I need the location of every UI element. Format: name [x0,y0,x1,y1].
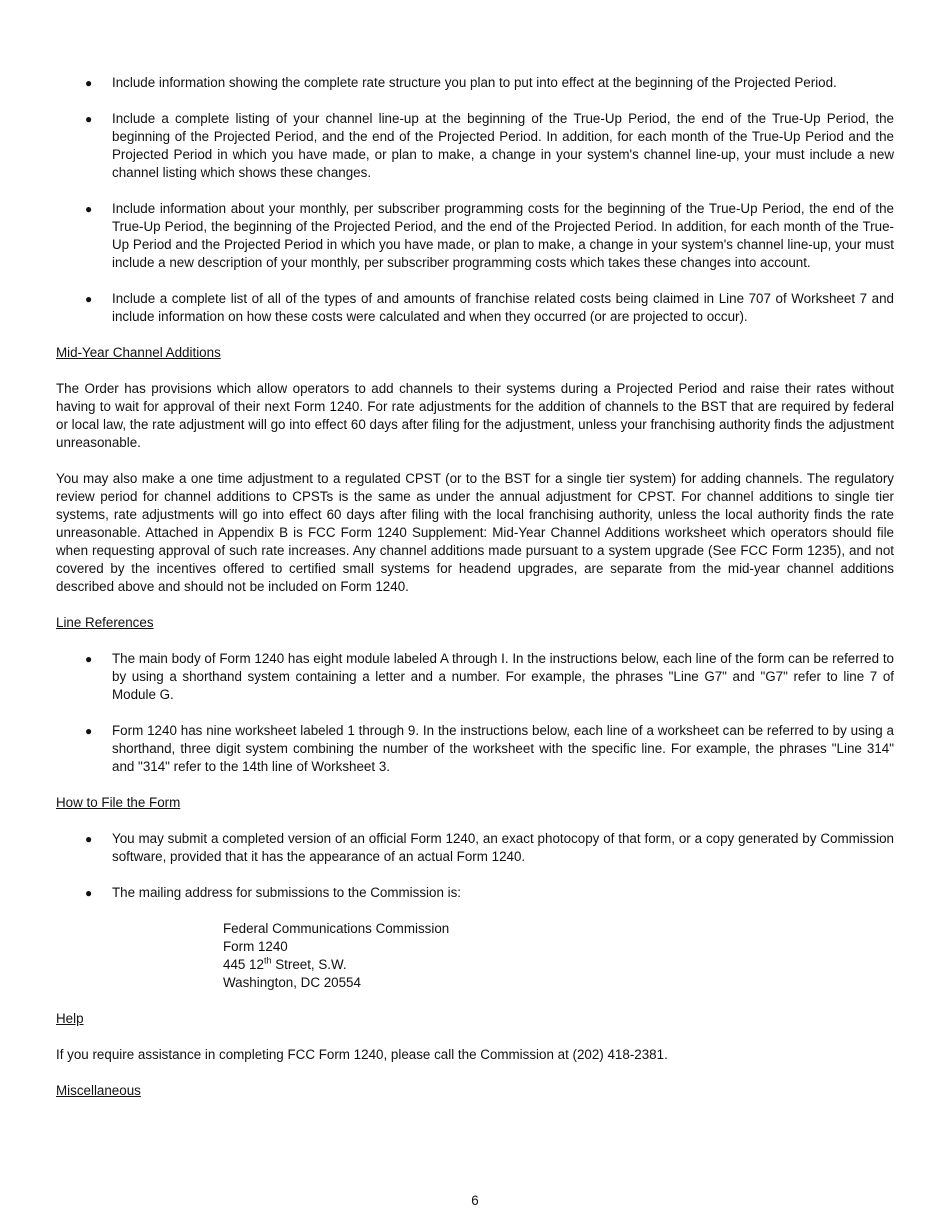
bullet-icon: ● [85,76,93,90]
section-heading-help: Help [56,1011,84,1026]
section-heading-how-to-file: How to File the Form [56,795,181,810]
bullet-icon: ● [85,292,93,306]
address-line: Washington, DC 20554 [223,975,361,990]
page-number: 6 [471,1193,479,1208]
list-item: ● Include information showing the complete rate structure you plan to put into effect at the beginning of the Projected Period. [85,75,837,90]
section-heading-line-references: Line References [56,615,154,630]
bullet-icon: ● [85,202,93,216]
list-item: ● You may submit a completed version of an official Form 1240, an exact photocopy of that form, or a copy generated by Commission software, provided that it has the appearance of an actual Form 1240. [85,831,894,864]
bullet-icon: ● [85,112,93,126]
section-heading-midyear: Mid-Year Channel Additions [56,345,221,360]
list-item: ● Form 1240 has nine worksheet labeled 1 through 9. In the instructions below, each line of a worksheet can be referred to by using a shorthand, three digit system combining the number of the worksheet with the specific line. For example, the phrases "Line 314" and "314" refer to the 14th line of Worksheet 3. [85,723,894,774]
document-page [56,74,894,1118]
bullet-icon: ● [85,832,93,846]
list-item: ● Include information about your monthly, per subscriber programming costs for the beginning of the True-Up Period, the end of the True-Up Period, the beginning of the Projected Period, and the end of the Projected Period. In addition, for each month of the True-Up Period and the Projected Period in which you have made, or plan to make, a change in your system's channel line-up, your must include a new description of your monthly, per subscriber programming costs which takes these changes into account. [85,201,894,270]
line-references-list [56,650,894,776]
list-item: ● The mailing address for submissions to the Commission is: [85,885,462,900]
address-line: Federal Communications Commission [223,921,450,936]
list-item: ● Include a complete list of all of the types of and amounts of franchise related costs being claimed in Line 707 of Worksheet 7 and include information on how these costs were calculated and when they occurred (or are projected to occur). [85,291,894,324]
bullet-icon: ● [85,886,93,900]
help-paragraph: If you require assistance in completing FCC Form 1240, please call the Commission at (202) 418-2381. [56,1047,668,1062]
address-line: 445 12th Street, S.W. [223,955,347,972]
midyear-paragraph-2: You may also make a one time adjustment to a regulated CPST (or to the BST for a single tier system) for adding channels. The regulatory review period for channel additions to CPSTs is the same as under the annual adjustment for CPST. For channel additions to single tier systems, rate adjustments will go into effect 60 days after filing with the local franchising authority, unless the local authority finds the rate unreasonable. Attached in Appendix B is FCC Form 1240 Supplement: Mid-Year Channel Additions worksheet which operators should file when requesting approval of such rate increases. Any channel additions made pursuant to a system upgrade (See FCC Form 1235), and not covered by the incentives offered to certified small systems for headend upgrades, are separate from the mid-year channel additions described above and should not be included on Form 1240. [56,471,894,594]
how-to-file-list [56,830,894,902]
section-heading-miscellaneous: Miscellaneous [56,1083,141,1098]
list-item: ● The main body of Form 1240 has eight module labeled A through I. In the instructions below, each line of the form can be referred to by using a shorthand system containing a letter and a number. For example, the phrases "Line G7" and "G7" refer to line 7 of Module G. [85,651,894,702]
intro-bullet-list [56,74,894,326]
bullet-icon: ● [85,724,93,738]
midyear-paragraph-1: The Order has provisions which allow operators to add channels to their systems during a Projected Period and raise their rates without having to wait for approval of their next Form 1240. For rate adjustments for the addition of channels to the BST that are required by federal or local law, the rate adjustment will go into effect 60 days after filing for the adjustment, unless your franchising authority finds the adjustment unreasonable. [56,381,894,450]
address-line: Form 1240 [223,939,288,954]
mailing-address [223,920,894,992]
bullet-icon: ● [85,652,93,666]
list-item: ● Include a complete listing of your channel line-up at the beginning of the True-Up Period, the end of the True-Up Period, the beginning of the Projected Period, and the end of the Projected Period. In addition, for each month of the True-Up Period and the Projected Period in which you have made, or plan to make, a change in your system's channel line-up, your must include a new channel listing which shows these changes. [85,111,894,180]
